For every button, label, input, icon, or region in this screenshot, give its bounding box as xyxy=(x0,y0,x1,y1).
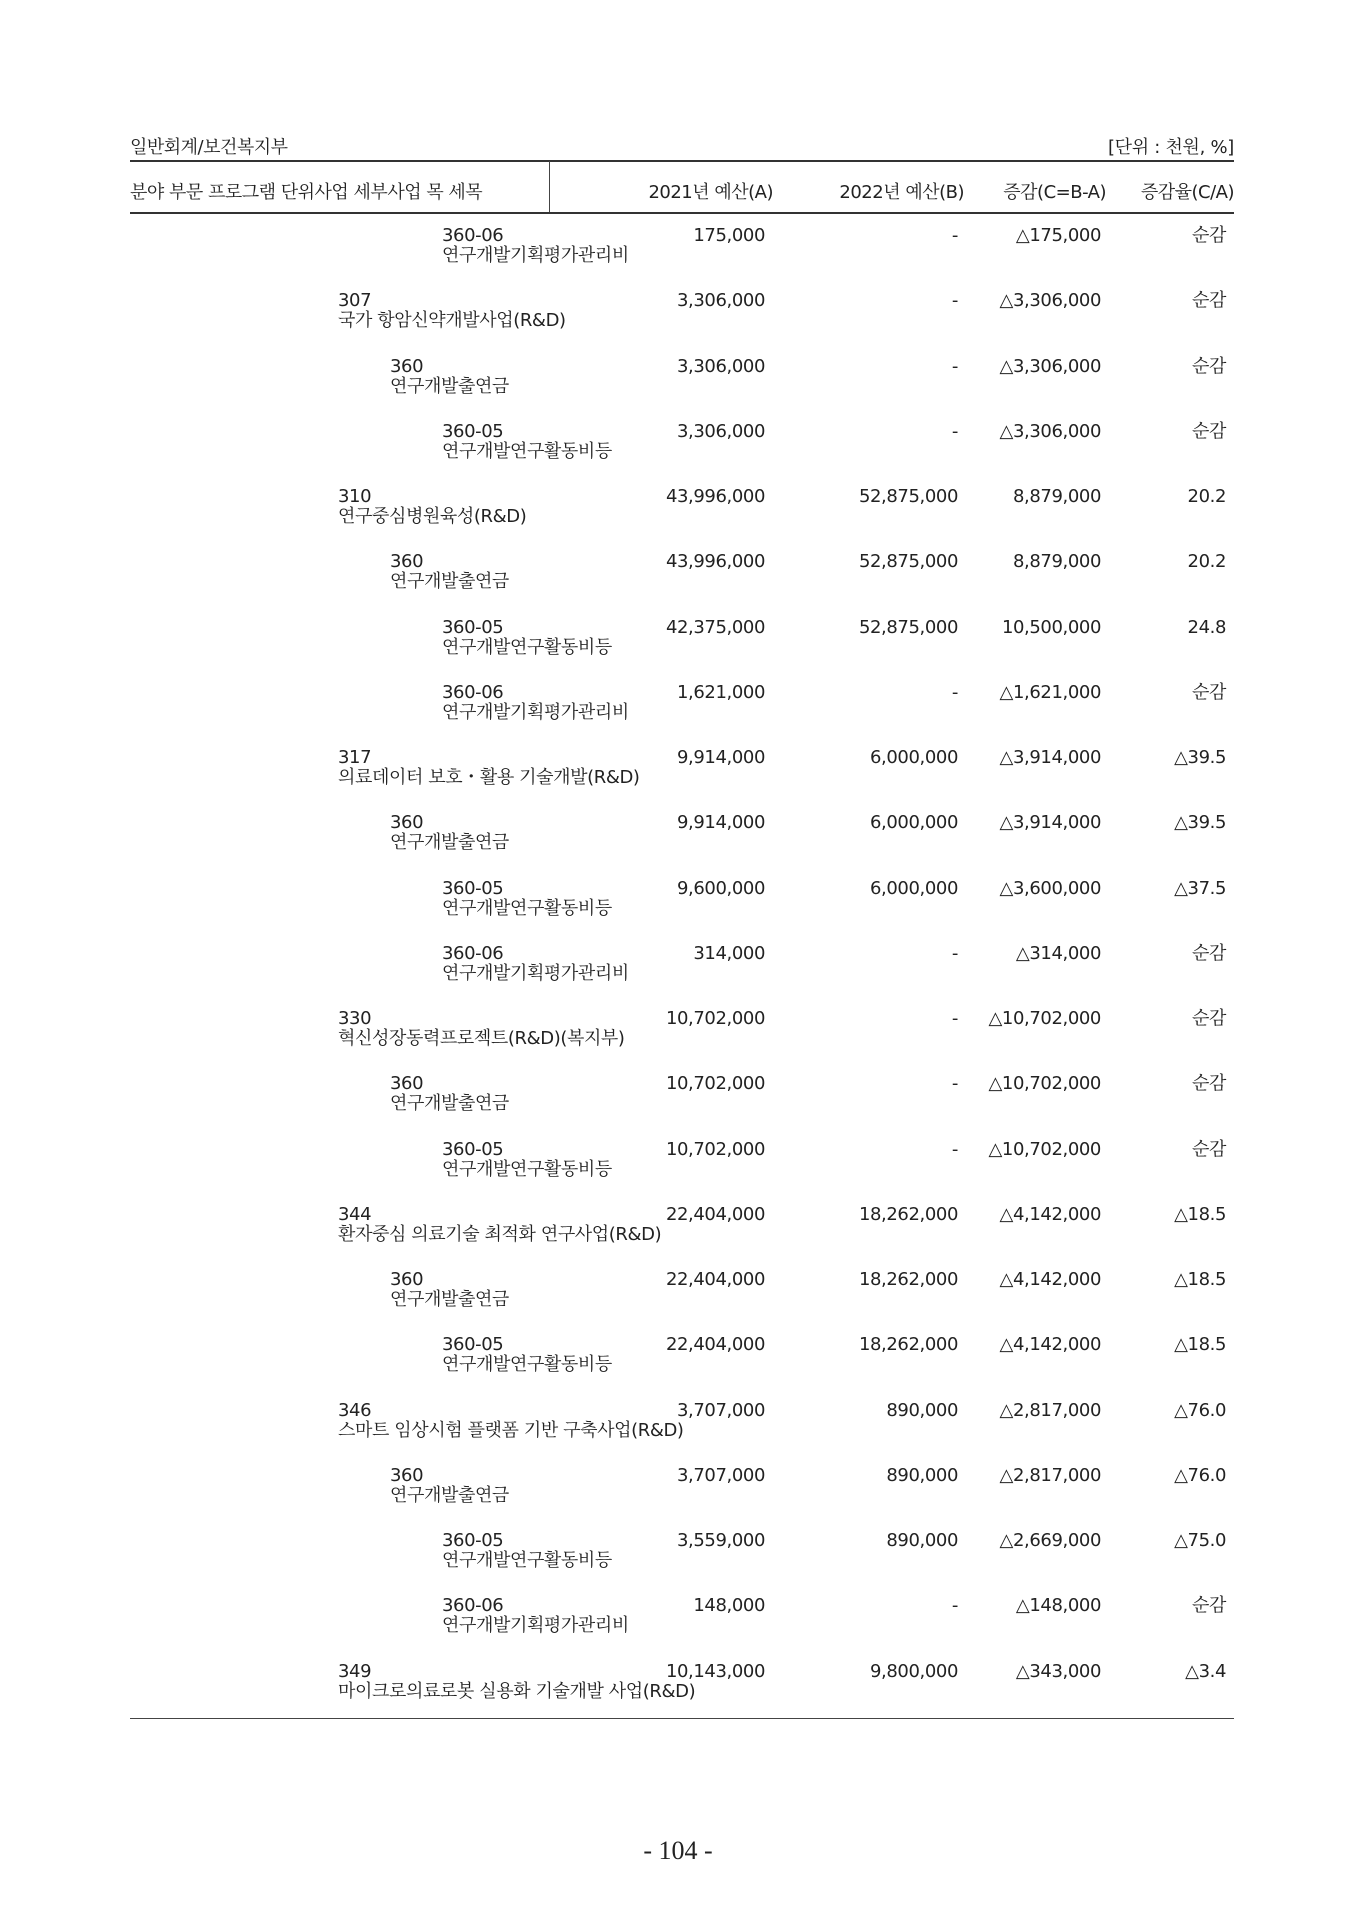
row-change: 8,879,000 xyxy=(1012,486,1101,507)
row-name: 연구개발출연금 xyxy=(390,375,509,397)
row-change-rate: △76.0 xyxy=(1174,1464,1226,1486)
table-row xyxy=(0,1009,1356,1074)
row-code: 360-05 xyxy=(442,1334,504,1356)
row-code: 360-06 xyxy=(442,942,504,964)
row-change-rate: 순감 xyxy=(1192,355,1226,377)
row-change: △3,914,000 xyxy=(999,812,1101,834)
row-change: △3,600,000 xyxy=(999,877,1101,899)
row-budget-2021: 1,621,000 xyxy=(676,681,765,703)
row-name: 환자중심 의료기술 최적화 연구사업(R&D) xyxy=(338,1223,662,1245)
table-row xyxy=(0,1531,1356,1596)
row-name: 연구개발연구활동비등 xyxy=(442,1158,612,1180)
row-budget-2022: - xyxy=(951,681,958,703)
row-budget-2022: 890,000 xyxy=(886,1530,958,1551)
row-budget-2021: 9,914,000 xyxy=(676,747,765,768)
row-change: △4,142,000 xyxy=(999,1203,1101,1225)
row-change-rate: △18.5 xyxy=(1174,1269,1226,1290)
row-change-rate: 순감 xyxy=(1192,225,1226,246)
row-change-rate: 순감 xyxy=(1192,1138,1226,1160)
row-budget-2022: - xyxy=(951,1595,958,1617)
column-header-change: 증감(C=B-A) xyxy=(1003,182,1106,203)
row-code: 360-06 xyxy=(442,1595,504,1617)
account-title: 일반회계/보건복지부 xyxy=(130,137,288,158)
table-row xyxy=(0,291,1356,356)
row-change: 8,879,000 xyxy=(1012,551,1101,573)
row-budget-2021: 22,404,000 xyxy=(665,1203,765,1225)
row-change: △175,000 xyxy=(1015,225,1101,246)
row-budget-2021: 10,702,000 xyxy=(665,1073,765,1095)
table-top-rule xyxy=(130,160,1234,162)
row-change: △2,817,000 xyxy=(999,1399,1101,1421)
row-code: 360-05 xyxy=(442,1138,504,1160)
row-name: 연구중심병원육성(R&D) xyxy=(338,506,527,527)
table-row xyxy=(0,1140,1356,1205)
row-budget-2022: 52,875,000 xyxy=(858,551,958,573)
table-row xyxy=(0,748,1356,813)
row-budget-2021: 175,000 xyxy=(693,225,765,246)
row-change: △2,669,000 xyxy=(999,1530,1101,1551)
row-name: 연구개발기획평가관리비 xyxy=(442,245,629,266)
row-change-rate: 순감 xyxy=(1192,1073,1226,1095)
row-budget-2022: 18,262,000 xyxy=(858,1334,958,1356)
row-budget-2022: - xyxy=(951,355,958,377)
row-budget-2022: 52,875,000 xyxy=(858,616,958,638)
table-row xyxy=(0,1662,1356,1727)
row-budget-2021: 43,996,000 xyxy=(665,486,765,507)
row-budget-2022: 6,000,000 xyxy=(869,877,958,899)
row-code: 360 xyxy=(390,812,424,834)
row-budget-2021: 22,404,000 xyxy=(665,1334,765,1356)
row-budget-2021: 3,707,000 xyxy=(676,1399,765,1421)
row-name: 연구개발출연금 xyxy=(390,1289,509,1310)
row-code: 360 xyxy=(390,551,424,573)
row-budget-2022: - xyxy=(951,1138,958,1160)
row-budget-2022: 9,800,000 xyxy=(869,1660,958,1682)
row-code: 360-05 xyxy=(442,616,504,638)
row-change-rate: 순감 xyxy=(1192,1008,1226,1029)
row-budget-2021: 43,996,000 xyxy=(665,551,765,573)
row-budget-2022: - xyxy=(951,290,958,312)
row-budget-2021: 3,559,000 xyxy=(676,1530,765,1551)
table-row xyxy=(0,1596,1356,1661)
row-name: 연구개발연구활동비등 xyxy=(442,440,612,462)
row-change: △2,817,000 xyxy=(999,1464,1101,1486)
row-change-rate: 순감 xyxy=(1192,1595,1226,1617)
row-change: △1,621,000 xyxy=(999,681,1101,703)
row-name: 의료데이터 보호・활용 기술개발(R&D) xyxy=(338,767,640,788)
row-change-rate: △39.5 xyxy=(1174,747,1226,768)
row-budget-2021: 3,707,000 xyxy=(676,1464,765,1486)
row-budget-2021: 314,000 xyxy=(693,942,765,964)
budget-table-body xyxy=(0,226,1356,1727)
row-code: 344 xyxy=(338,1203,372,1225)
column-header-budget-2021: 2021년 예산(A) xyxy=(648,182,773,203)
row-change-rate: 20.2 xyxy=(1187,551,1226,573)
table-header-rule xyxy=(130,212,1234,214)
row-budget-2022: 18,262,000 xyxy=(858,1203,958,1225)
row-code: 360 xyxy=(390,355,424,377)
row-name: 연구개발기획평가관리비 xyxy=(442,1615,629,1637)
table-row xyxy=(0,1074,1356,1139)
row-change: △3,306,000 xyxy=(999,420,1101,442)
row-change: △10,702,000 xyxy=(988,1008,1101,1029)
row-budget-2021: 3,306,000 xyxy=(676,355,765,377)
row-change-rate: 24.8 xyxy=(1187,616,1226,638)
row-change-rate: △75.0 xyxy=(1174,1530,1226,1551)
row-budget-2021: 10,702,000 xyxy=(665,1008,765,1029)
row-name: 혁신성장동력프로젝트(R&D)(복지부) xyxy=(338,1028,625,1049)
row-budget-2021: 9,600,000 xyxy=(676,877,765,899)
row-name: 연구개발출연금 xyxy=(390,1484,509,1506)
row-change: △148,000 xyxy=(1015,1595,1101,1617)
row-budget-2022: 18,262,000 xyxy=(858,1269,958,1290)
row-budget-2022: - xyxy=(951,942,958,964)
row-change: △3,306,000 xyxy=(999,290,1101,312)
row-change-rate: 순감 xyxy=(1192,290,1226,312)
row-change: △4,142,000 xyxy=(999,1269,1101,1290)
row-budget-2021: 10,143,000 xyxy=(665,1660,765,1682)
row-change: △314,000 xyxy=(1015,942,1101,964)
row-budget-2021: 10,702,000 xyxy=(665,1138,765,1160)
row-budget-2021: 9,914,000 xyxy=(676,812,765,834)
table-row xyxy=(0,552,1356,617)
row-change-rate: △3.4 xyxy=(1185,1660,1226,1682)
row-budget-2022: 890,000 xyxy=(886,1464,958,1486)
row-code: 360-05 xyxy=(442,420,504,442)
row-code: 346 xyxy=(338,1399,372,1421)
column-header-classification: 분야 부문 프로그램 단위사업 세부사업 목 세목 xyxy=(130,182,483,203)
row-code: 360-06 xyxy=(442,225,504,246)
row-change: △3,306,000 xyxy=(999,355,1101,377)
row-name: 연구개발출연금 xyxy=(390,832,509,854)
row-change: △10,702,000 xyxy=(988,1138,1101,1160)
row-change-rate: 순감 xyxy=(1192,942,1226,964)
row-code: 330 xyxy=(338,1008,372,1029)
row-name: 연구개발연구활동비등 xyxy=(442,1550,612,1571)
row-change: △343,000 xyxy=(1015,1660,1101,1682)
table-row xyxy=(0,1270,1356,1335)
row-budget-2021: 42,375,000 xyxy=(665,616,765,638)
row-code: 360-05 xyxy=(442,877,504,899)
row-code: 349 xyxy=(338,1660,372,1682)
row-change: △4,142,000 xyxy=(999,1334,1101,1356)
column-header-change-rate: 증감율(C/A) xyxy=(1140,182,1234,203)
page-number: - 104 - xyxy=(643,1836,713,1865)
row-name: 연구개발연구활동비등 xyxy=(442,1354,612,1376)
row-change-rate: △18.5 xyxy=(1174,1334,1226,1356)
row-budget-2022: - xyxy=(951,1008,958,1029)
row-name: 스마트 임상시험 플랫폼 기반 구축사업(R&D) xyxy=(338,1419,684,1441)
header-divider xyxy=(549,161,550,212)
row-change: △10,702,000 xyxy=(988,1073,1101,1095)
row-budget-2021: 3,306,000 xyxy=(676,290,765,312)
row-budget-2022: - xyxy=(951,420,958,442)
table-row xyxy=(0,357,1356,422)
table-row xyxy=(0,487,1356,552)
table-row xyxy=(0,1466,1356,1531)
row-change-rate: 순감 xyxy=(1192,681,1226,703)
row-change-rate: △39.5 xyxy=(1174,812,1226,834)
row-budget-2022: 6,000,000 xyxy=(869,812,958,834)
row-name: 연구개발출연금 xyxy=(390,571,509,593)
row-code: 360 xyxy=(390,1073,424,1095)
row-budget-2021: 22,404,000 xyxy=(665,1269,765,1290)
table-row xyxy=(0,1205,1356,1270)
row-name: 마이크로의료로봇 실용화 기술개발 사업(R&D) xyxy=(338,1680,696,1702)
row-name: 국가 항암신약개발사업(R&D) xyxy=(338,310,566,332)
table-row xyxy=(0,944,1356,1009)
table-row xyxy=(0,813,1356,878)
row-budget-2021: 148,000 xyxy=(693,1595,765,1617)
row-change-rate: 20.2 xyxy=(1187,486,1226,507)
row-change-rate: △37.5 xyxy=(1174,877,1226,899)
table-row xyxy=(0,683,1356,748)
row-code: 360 xyxy=(390,1464,424,1486)
row-name: 연구개발기획평가관리비 xyxy=(442,962,629,984)
row-name: 연구개발연구활동비등 xyxy=(442,897,612,919)
row-change-rate: 순감 xyxy=(1192,420,1226,442)
table-row xyxy=(0,1401,1356,1466)
row-code: 360 xyxy=(390,1269,424,1290)
row-name: 연구개발출연금 xyxy=(390,1093,509,1115)
table-bottom-rule xyxy=(130,1718,1234,1719)
row-budget-2022: - xyxy=(951,225,958,246)
table-row xyxy=(0,422,1356,487)
row-budget-2022: 52,875,000 xyxy=(858,486,958,507)
row-name: 연구개발기획평가관리비 xyxy=(442,701,629,723)
table-row xyxy=(0,618,1356,683)
row-code: 360-06 xyxy=(442,681,504,703)
table-row xyxy=(0,1335,1356,1400)
row-budget-2021: 3,306,000 xyxy=(676,420,765,442)
row-change: △3,914,000 xyxy=(999,747,1101,768)
row-code: 307 xyxy=(338,290,372,312)
row-code: 317 xyxy=(338,747,372,768)
table-row xyxy=(0,879,1356,944)
row-budget-2022: 6,000,000 xyxy=(869,747,958,768)
row-budget-2022: - xyxy=(951,1073,958,1095)
unit-label: [단위 : 천원, %] xyxy=(1107,137,1234,158)
row-code: 310 xyxy=(338,486,372,507)
row-change: 10,500,000 xyxy=(1001,616,1101,638)
table-row xyxy=(0,226,1356,291)
row-budget-2022: 890,000 xyxy=(886,1399,958,1421)
column-header-budget-2022: 2022년 예산(B) xyxy=(839,182,964,203)
row-name: 연구개발연구활동비등 xyxy=(442,636,612,658)
row-change-rate: △18.5 xyxy=(1174,1203,1226,1225)
row-change-rate: △76.0 xyxy=(1174,1399,1226,1421)
row-code: 360-05 xyxy=(442,1530,504,1551)
